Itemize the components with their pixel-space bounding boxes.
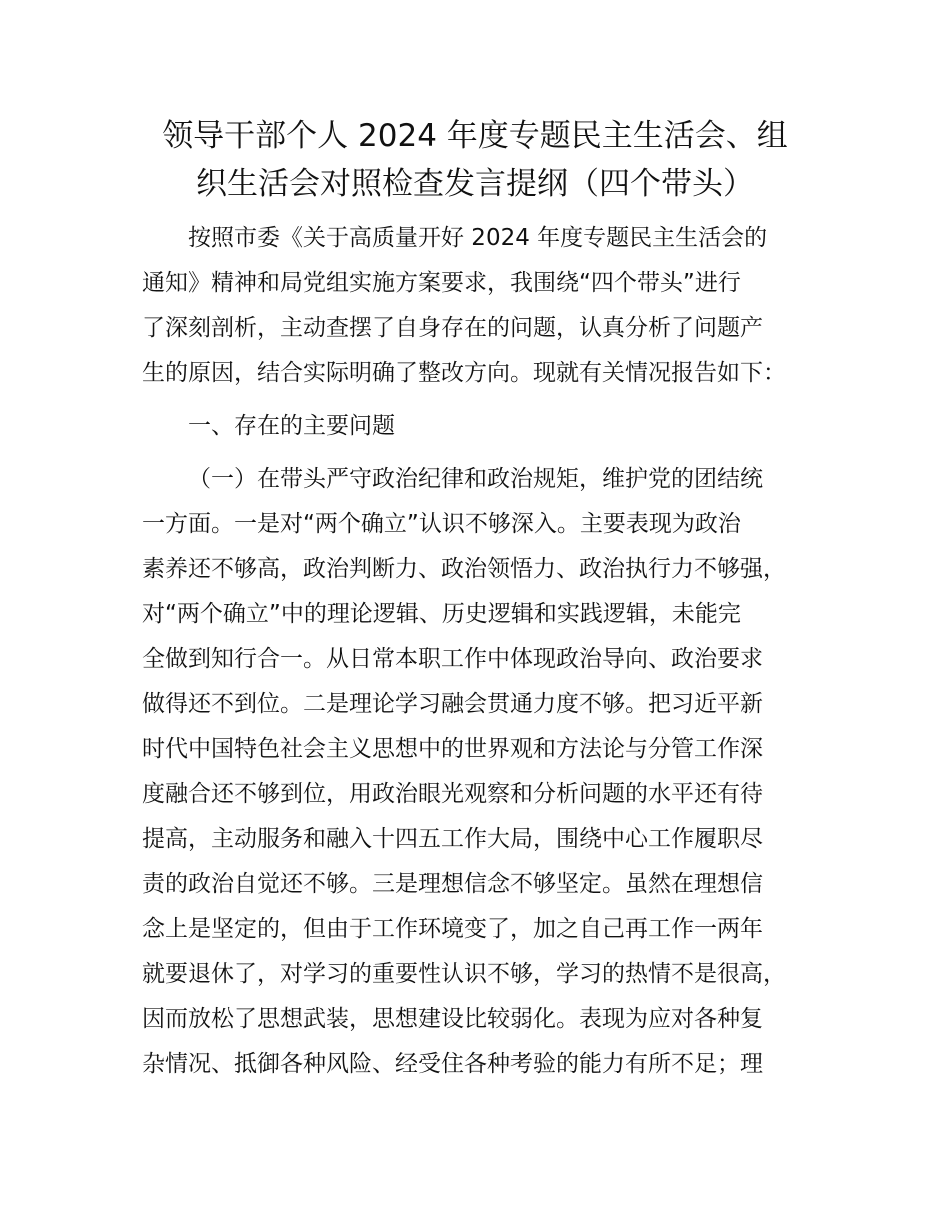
section-heading-problems: 一、存在的主要问题 — [188, 413, 395, 439]
intro-line: 了深刻剖析，主动查摆了自身存在的问题，认真分析了问题产 — [142, 315, 763, 341]
section1-line: 度融合还不够到位，用政治眼光观察和分析问题的水平还有待 — [142, 781, 763, 807]
title-line-2: 织生活会对照检查发言提纲（四个带头） — [196, 166, 754, 202]
section1-line: 念上是坚定的，但由于工作环境变了，加之自己再工作一两年 — [142, 916, 763, 942]
section1-line: 提高，主动服务和融入十四五工作大局，围绕中心工作履职尽 — [142, 826, 763, 852]
section1-paragraph — [142, 457, 810, 1087]
section1-line: 时代中国特色社会主义思想中的世界观和方法论与分管工作深 — [142, 736, 763, 762]
section1-line: 因而放松了思想武装，思想建设比较弱化。表现为应对各种复 — [142, 1006, 763, 1032]
section1-line: 一方面。一是对“两个确立”认识不够深入。主要表现为政治 — [142, 511, 741, 537]
document-body — [142, 216, 810, 1087]
title-line-1: 领导干部个人 2024 年度专题民主生活会、组 — [162, 118, 788, 154]
intro-paragraph — [142, 216, 810, 396]
document-title — [130, 112, 820, 208]
section1-line: 就要退休了，对学习的重要性认识不够，学习的热情不是很高， — [142, 961, 786, 987]
section1-line: （一）在带头严守政治纪律和政治规矩，维护党的团结统 — [188, 466, 763, 492]
section1-line: 全做到知行合一。从日常本职工作中体现政治导向、政治要求 — [142, 646, 763, 672]
intro-line: 按照市委《关于高质量开好 2024 年度专题民主生活会的 — [188, 225, 768, 251]
section1-line: 做得还不到位。二是理论学习融会贯通力度不够。把习近平新 — [142, 691, 763, 717]
section1-line: 杂情况、抵御各种风险、经受住各种考验的能力有所不足；理 — [142, 1051, 763, 1077]
intro-line: 通知》精神和局党组实施方案要求，我围绕“四个带头”进行 — [142, 270, 741, 296]
section1-line: 对“两个确立”中的理论逻辑、历史逻辑和实践逻辑，未能完 — [142, 601, 741, 627]
intro-line: 生的原因，结合实际明确了整改方向。现就有关情况报告如下： — [142, 360, 786, 386]
section1-line: 素养还不够高，政治判断力、政治领悟力、政治执行力不够强， — [142, 556, 786, 582]
section1-line: 责的政治自觉还不够。三是理想信念不够坚定。虽然在理想信 — [142, 871, 763, 897]
